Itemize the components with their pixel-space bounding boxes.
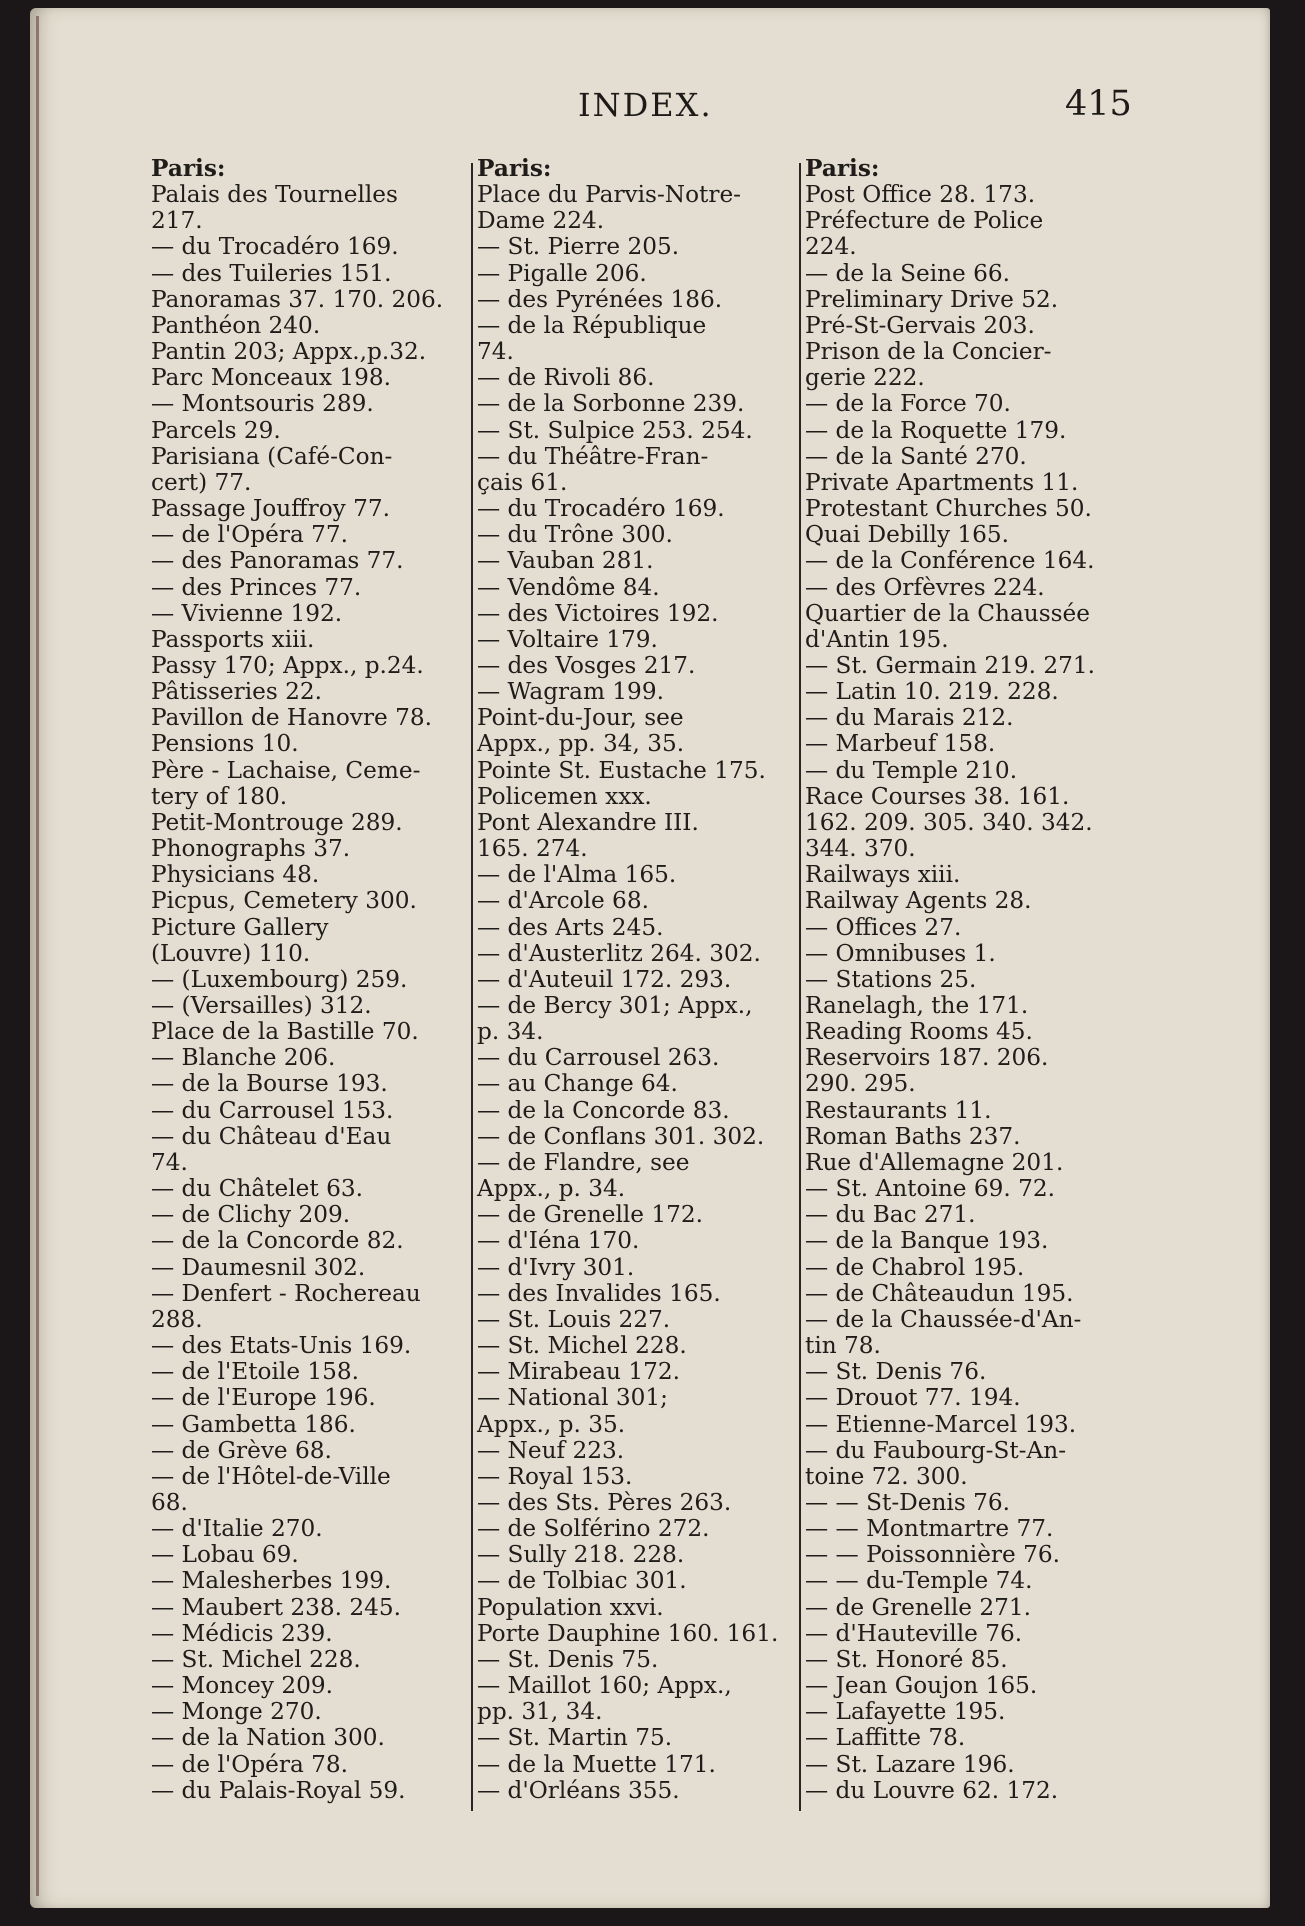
index-entry: — Maubert 238. 245.	[151, 1593, 402, 1621]
index-entry: Picpus, Cemetery 300.	[151, 887, 417, 915]
index-entry: — — Poissonnière 76.	[805, 1541, 1060, 1569]
index-entry: çais 61.	[477, 468, 568, 496]
index-entry: Physicians 48.	[151, 861, 320, 889]
index-entry: — Voltaire 179.	[477, 625, 658, 653]
index-entry: — Maillot 160; Appx.,	[477, 1672, 732, 1700]
index-entry: Père - Lachaise, Ceme-	[151, 756, 421, 784]
index-entry: Parcels 29.	[151, 416, 281, 444]
index-entry: Passports xiii.	[151, 625, 315, 653]
index-entry: — des Etats-Unis 169.	[151, 1332, 412, 1360]
index-entry: — Royal 153.	[477, 1462, 633, 1490]
index-entry: — de la Nation 300.	[151, 1724, 385, 1752]
index-entry: — d'Ivry 301.	[477, 1253, 635, 1281]
index-entry: Pâtisseries 22.	[151, 678, 323, 706]
index-title: INDEX.	[578, 86, 713, 124]
index-entry: — Offices 27.	[805, 913, 962, 941]
column-heading: Paris:	[151, 155, 226, 182]
index-entry: — Laffitte 78.	[805, 1724, 966, 1752]
index-entry: Preliminary Drive 52.	[805, 285, 1059, 313]
index-entry: Rue d'Allemagne 201.	[805, 1148, 1064, 1176]
index-entry: Population xxvi.	[477, 1593, 664, 1621]
index-entry: — — du-Temple 74.	[805, 1567, 1033, 1595]
index-entry: — des Tuileries 151.	[151, 259, 392, 287]
index-entry: — du Châtelet 63.	[151, 1175, 363, 1203]
index-entry: — St. Pierre 205.	[477, 233, 680, 261]
index-entry: 74.	[151, 1148, 188, 1176]
index-entry: — de la Conférence 164.	[805, 547, 1095, 575]
index-entry: — des Invalides 165.	[477, 1279, 721, 1307]
index-entry: — de Flandre, see	[477, 1148, 690, 1176]
index-entry: — du Faubourg-St-An-	[805, 1436, 1067, 1464]
index-entry: — St. Honoré 85.	[805, 1645, 1008, 1673]
index-entry: — St. Germain 219. 271.	[805, 651, 1095, 679]
index-entry: Quartier de la Chaussée	[805, 599, 1090, 627]
index-entry: — de la Roquette 179.	[805, 416, 1067, 444]
index-entry: — de l'Opéra 77.	[151, 521, 349, 549]
index-entry: Pré-St-Gervais 203.	[805, 311, 1035, 339]
index-entry: — — Montmartre 77.	[805, 1515, 1054, 1543]
index-entry: — du Carrousel 153.	[151, 1096, 394, 1124]
index-entry: — du Théâtre-Fran-	[477, 442, 709, 470]
index-entry: — de Chabrol 195.	[805, 1253, 1025, 1281]
index-entry: — de la Bourse 193.	[151, 1070, 388, 1098]
index-entry: Place du Parvis-Notre-	[477, 181, 741, 209]
index-entry: Quai Debilly 165.	[805, 521, 1010, 549]
index-entry: — Moncey 209.	[151, 1672, 334, 1700]
index-entry: Pavillon de Hanovre 78.	[151, 704, 433, 732]
index-entry: — St. Denis 76.	[805, 1358, 987, 1386]
index-entry: — d'Arcole 68.	[477, 887, 649, 915]
index-entry: — Omnibuses 1.	[805, 939, 996, 967]
index-entry: — Lafayette 195.	[805, 1698, 1006, 1726]
index-entry: — des Victoires 192.	[477, 599, 719, 627]
index-entry: — St. Michel 228.	[151, 1645, 361, 1673]
index-entry: tin 78.	[805, 1332, 881, 1360]
index-entry: 74.	[477, 338, 514, 366]
index-entry: Pensions 10.	[151, 730, 299, 758]
index-entry: — de l'Hôtel-de-Ville	[151, 1462, 391, 1490]
index-entry: d'Antin 195.	[805, 625, 949, 653]
index-entry: 68.	[151, 1488, 188, 1516]
index-entry: (Louvre) 110.	[151, 939, 311, 967]
index-entry: — de Solférino 272.	[477, 1515, 710, 1543]
index-entry: — St. Lazare 196.	[805, 1750, 1015, 1778]
index-entry: 288.	[151, 1305, 203, 1333]
index-entry: — de Conflans 301. 302.	[477, 1122, 765, 1150]
index-entry: — de Tolbiac 301.	[477, 1567, 687, 1595]
index-column-1	[151, 156, 461, 1804]
index-entry: — du Bac 271.	[805, 1201, 976, 1229]
index-entry: — d'Hauteville 76.	[805, 1619, 1023, 1647]
index-entry: Palais des Tournelles	[151, 181, 398, 209]
index-entry: — de l'Etoile 158.	[151, 1358, 360, 1386]
page-header	[30, 86, 1270, 126]
index-entry: toine 72. 300.	[805, 1462, 968, 1490]
index-entry: — d'Austerlitz 264. 302.	[477, 939, 761, 967]
index-entry: — de l'Opéra 78.	[151, 1750, 349, 1778]
index-entry: — Médicis 239.	[151, 1619, 333, 1647]
index-entry: — Drouot 77. 194.	[805, 1384, 1021, 1412]
index-entry: 224.	[805, 233, 857, 261]
index-entry: — des Orfèvres 224.	[805, 573, 1045, 601]
index-entry: — Jean Goujon 165.	[805, 1672, 1038, 1700]
column-heading: Paris:	[805, 155, 880, 182]
index-entry: — Etienne-Marcel 193.	[805, 1410, 1077, 1438]
index-entry: — du Carrousel 263.	[477, 1044, 720, 1072]
index-entry: — de l'Europe 196.	[151, 1384, 376, 1412]
index-entry: Préfecture de Police	[805, 207, 1044, 235]
index-entry: tery of 180.	[151, 782, 288, 810]
index-entry: 162. 209. 305. 340. 342.	[805, 808, 1093, 836]
index-entry: — des Vosges 217.	[477, 651, 696, 679]
index-entry: — de Bercy 301; Appx.,	[477, 992, 753, 1019]
index-entry: — d'Iéna 170.	[477, 1227, 640, 1255]
index-entry: Panoramas 37. 170. 206.	[151, 285, 444, 313]
index-entry: — de la Santé 270.	[805, 442, 1027, 470]
index-entry: — St. Martin 75.	[477, 1724, 673, 1752]
index-entry: — des Princes 77.	[151, 573, 362, 601]
index-entry: — du Château d'Eau	[151, 1122, 392, 1150]
index-entry: — d'Orléans 355.	[477, 1776, 680, 1804]
index-entry: — des Arts 245.	[477, 913, 664, 941]
index-entry: — de la Muette 171.	[477, 1750, 716, 1778]
index-entry: — Neuf 223.	[477, 1436, 625, 1464]
index-entry: Appx., p. 35.	[477, 1410, 626, 1438]
index-entry: Petit-Montrouge 289.	[151, 808, 403, 836]
index-entry: — de la Seine 66.	[805, 259, 1011, 287]
index-entry: — National 301;	[477, 1384, 668, 1412]
index-entry: — Denfert - Rochereau	[151, 1279, 421, 1307]
index-entry: — St. Sulpice 253. 254.	[477, 416, 753, 444]
index-entry: pp. 31, 34.	[477, 1698, 603, 1726]
index-entry: — du Trocadéro 169.	[151, 233, 399, 261]
index-entry: Railways xiii.	[805, 861, 961, 889]
index-entry: Porte Dauphine 160. 161.	[477, 1619, 779, 1647]
index-entry: — St. Denis 75.	[477, 1645, 659, 1673]
index-entry: — Pigalle 206.	[477, 259, 647, 287]
index-entry: — des Sts. Pères 263.	[477, 1488, 732, 1516]
index-entry: — du Trocadéro 169.	[477, 495, 725, 523]
index-entry: Race Courses 38. 161.	[805, 782, 1070, 810]
index-entry: — Blanche 206.	[151, 1044, 336, 1072]
index-entry: Railway Agents 28.	[805, 887, 1032, 915]
index-entry: Ranelagh, the 171.	[805, 992, 1029, 1019]
index-entry: Passage Jouffroy 77.	[151, 495, 390, 523]
index-entry: — Gambetta 186.	[151, 1410, 356, 1438]
index-entry: Restaurants 11.	[805, 1096, 992, 1124]
index-entry: — Daumesnil 302.	[151, 1253, 366, 1281]
index-entry: Dame 224.	[477, 207, 605, 235]
index-entry: Post Office 28. 173.	[805, 181, 1036, 209]
index-entry: — Latin 10. 219. 228.	[805, 678, 1059, 706]
index-entry: Parisiana (Café-Con-	[151, 442, 393, 470]
index-entry: Roman Baths 237.	[805, 1122, 1021, 1150]
index-entry: Prison de la Concier-	[805, 338, 1052, 366]
index-entry: — Wagram 199.	[477, 678, 664, 706]
index-entry: Appx., pp. 34, 35.	[477, 730, 685, 758]
index-entry: 290. 295.	[805, 1070, 916, 1098]
index-entry: Reservoirs 187. 206.	[805, 1044, 1049, 1072]
index-entry: Phonographs 37.	[151, 835, 351, 863]
index-entry: — de la République	[477, 311, 707, 339]
index-entry: — de la Concorde 82.	[151, 1227, 404, 1255]
index-entry: — du Temple 210.	[805, 756, 1018, 784]
index-entry: Protestant Churches 50.	[805, 495, 1092, 523]
index-entry: — Mirabeau 172.	[477, 1358, 680, 1386]
index-entry: — du Marais 212.	[805, 704, 1014, 732]
index-column-2	[477, 156, 787, 1804]
index-entry: — des Pyrénées 186.	[477, 285, 723, 313]
index-entry: Place de la Bastille 70.	[151, 1018, 419, 1046]
index-entry: — St. Antoine 69. 72.	[805, 1175, 1056, 1203]
book-page	[30, 8, 1270, 1908]
index-entry: — de la Concorde 83.	[477, 1096, 730, 1124]
index-entry: — Lobau 69.	[151, 1541, 299, 1569]
index-entry: — des Panoramas 77.	[151, 547, 404, 575]
index-entry: Point-du-Jour, see	[477, 704, 684, 732]
index-entry: — du Palais-Royal 59.	[151, 1776, 406, 1804]
index-entry: — de la Banque 193.	[805, 1227, 1049, 1255]
index-entry: Passy 170; Appx., p.24.	[151, 651, 424, 679]
index-entry: Policemen xxx.	[477, 782, 652, 810]
index-entry: — Vivienne 192.	[151, 599, 343, 627]
index-entry: Pont Alexandre III.	[477, 808, 699, 836]
index-entry: Reading Rooms 45.	[805, 1018, 1033, 1046]
index-entry: — du Trône 300.	[477, 521, 673, 549]
index-entry: — (Luxembourg) 259.	[151, 965, 408, 993]
index-entry: gerie 222.	[805, 364, 925, 392]
column-heading: Paris:	[477, 155, 552, 182]
index-entry: — d'Auteuil 172. 293.	[477, 965, 732, 993]
column-rule-1	[471, 163, 473, 1811]
index-entry: 165. 274.	[477, 835, 588, 863]
index-entry: — (Versailles) 312.	[151, 992, 372, 1019]
index-entry: — Monge 270.	[151, 1698, 322, 1726]
index-entry: — de Grenelle 271.	[805, 1593, 1032, 1621]
index-entry: — de Grenelle 172.	[477, 1201, 704, 1229]
index-entry: — de la Sorbonne 239.	[477, 390, 745, 418]
index-entry: — — St-Denis 76.	[805, 1488, 1010, 1516]
index-entry: — du Louvre 62. 172.	[805, 1776, 1059, 1804]
index-entry: Parc Monceaux 198.	[151, 364, 392, 392]
index-entry: — de Grève 68.	[151, 1436, 332, 1464]
index-entry: — Vendôme 84.	[477, 573, 660, 601]
index-column-3	[805, 156, 1115, 1804]
index-entry: — Stations 25.	[805, 965, 977, 993]
column-rule-2	[799, 163, 801, 1811]
index-entry: Private Apartments 11.	[805, 468, 1079, 496]
index-entry: Pantin 203; Appx.,p.32.	[151, 338, 427, 366]
index-entry: Picture Gallery	[151, 913, 329, 941]
index-entry: — de l'Alma 165.	[477, 861, 677, 889]
index-entry: p. 34.	[477, 1018, 544, 1046]
page-number: 415	[1065, 84, 1132, 124]
index-entry: — St. Louis 227.	[477, 1305, 671, 1333]
index-entry: Panthéon 240.	[151, 311, 321, 339]
index-entry: 217.	[151, 207, 203, 235]
index-entry: — Sully 218. 228.	[477, 1541, 685, 1569]
index-entry: — de Châteaudun 195.	[805, 1279, 1074, 1307]
index-entry: — Vauban 281.	[477, 547, 654, 575]
index-entry: — au Change 64.	[477, 1070, 678, 1098]
index-entry: cert) 77.	[151, 468, 252, 496]
index-entry: — St. Michel 228.	[477, 1332, 687, 1360]
index-entry: — de la Chaussée-d'An-	[805, 1305, 1082, 1333]
index-entry: — Malesherbes 199.	[151, 1567, 392, 1595]
index-entry: — de la Force 70.	[805, 390, 1011, 418]
index-entry: 344. 370.	[805, 835, 916, 863]
index-entry: — d'Italie 270.	[151, 1515, 323, 1543]
index-entry: — de Rivoli 86.	[477, 364, 655, 392]
index-entry: Appx., p. 34.	[477, 1175, 626, 1203]
index-entry: — de Clichy 209.	[151, 1201, 351, 1229]
index-entry: — Montsouris 289.	[151, 390, 374, 418]
index-entry: — Marbeuf 158.	[805, 730, 996, 758]
page-edge	[36, 16, 39, 1896]
index-entry: Pointe St. Eustache 175.	[477, 756, 766, 784]
